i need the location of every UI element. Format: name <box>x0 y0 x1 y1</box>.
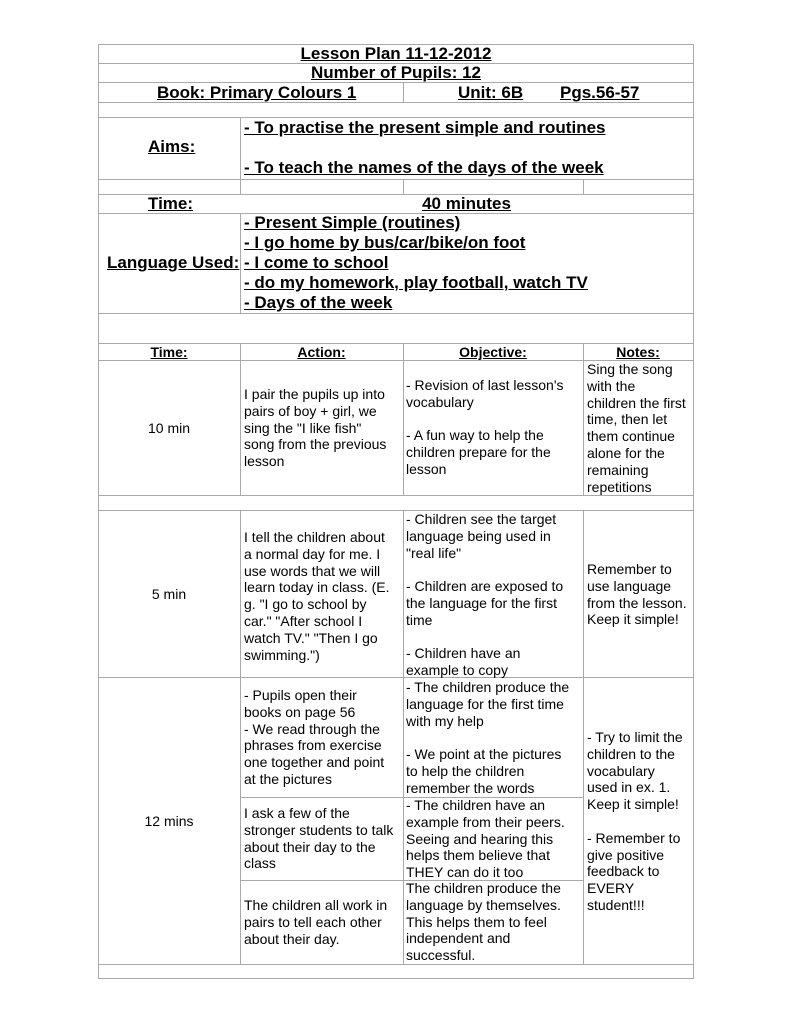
grid-line <box>240 213 241 313</box>
row-action: I tell the children about a normal day for me. I use words that we will learn today in class. (E. g. "I go to school by car." "After school I watch TV." "Then I go swimming.") <box>244 529 390 663</box>
time-label: Time: <box>148 194 194 213</box>
grid-line <box>98 978 694 979</box>
page-range: Pgs.56-57 <box>560 83 640 102</box>
row-objective: - The children produce the language for the first time with my help - We point at the pictures to help the children remember the words <box>406 679 570 796</box>
grid-line <box>583 343 584 495</box>
grid-line <box>240 117 241 179</box>
grid-line <box>583 510 584 964</box>
grid-line <box>240 510 241 964</box>
grid-line <box>240 179 241 194</box>
column-header-objective: Objective: <box>459 344 527 360</box>
grid-line <box>98 510 694 511</box>
grid-line <box>583 179 584 194</box>
grid-line <box>98 964 694 965</box>
row-objective: - Children see the target language being used in "real life" - Children are exposed to the language for the first time - Children have an example to copy <box>406 511 564 679</box>
aim-item: - To practise the present simple and routines <box>244 118 606 137</box>
language-item: - Present Simple (routines) <box>244 213 461 232</box>
row-objective: - The children have an example from their peers. Seeing and hearing this helps them believe that THEY can do it too <box>406 797 565 881</box>
grid-line <box>403 82 404 103</box>
row-action: The children all work in pairs to tell each other about their day. <box>244 897 388 947</box>
row-time: 10 min <box>147 420 191 436</box>
unit-number: Unit: 6B <box>458 83 524 102</box>
grid-line <box>98 677 694 678</box>
grid-line <box>240 343 241 495</box>
column-header-action: Action: <box>297 344 346 360</box>
language-item: - I come to school <box>244 253 389 272</box>
row-objective: The children produce the language by themselves. This helps them to feel independent and successful. <box>406 880 561 964</box>
book-name: Book: Primary Colours 1 <box>157 83 357 102</box>
time-value: 40 minutes <box>422 194 511 213</box>
lesson-plan-title: Lesson Plan 11-12-2012 <box>300 44 492 63</box>
grid-line <box>403 343 404 495</box>
grid-line <box>403 179 404 194</box>
row-notes: Remember to use language from the lesson. Keep it simple! <box>587 561 687 628</box>
column-header-notes: Notes: <box>616 344 660 360</box>
row-action: I pair the pupils up into pairs of boy + girl, we sing the "I like fish" song from the previous lesson <box>244 386 387 470</box>
aim-item: - To teach the names of the days of the week <box>244 158 604 177</box>
language-item: - I go home by bus/car/bike/on foot <box>244 233 526 252</box>
grid-line <box>98 179 694 180</box>
language-used-label: Language Used: <box>107 253 240 272</box>
row-notes: - Try to limit the children to the vocabulary used in ex. 1. Keep it simple! - Remember to give positive feedback to EVERY student!!! <box>587 729 683 913</box>
column-header-time: Time: <box>150 344 188 360</box>
row-time: 5 min <box>151 586 187 602</box>
row-action: I ask a few of the stronger students to talk about their day to the class <box>244 805 394 872</box>
language-item: - do my homework, play football, watch TV <box>244 273 588 292</box>
grid-line <box>403 510 404 964</box>
language-item: - Days of the week <box>244 293 393 312</box>
row-time: 12 mins <box>144 813 194 829</box>
row-action: - Pupils open their books on page 56 - We read through the phrases from exercise one together and point at the pictures <box>244 687 385 787</box>
row-objective: - Revision of last lesson's vocabulary - A fun way to help the children prepare for the lesson <box>406 377 564 477</box>
row-notes: Sing the song with the children the first time, then let them continue alone for the remaining repetitions <box>587 361 686 495</box>
aims-label: Aims: <box>148 137 196 156</box>
grid-line <box>693 44 694 979</box>
grid-line <box>98 44 99 979</box>
number-of-pupils: Number of Pupils: 12 <box>310 63 482 82</box>
grid-line <box>98 313 694 314</box>
